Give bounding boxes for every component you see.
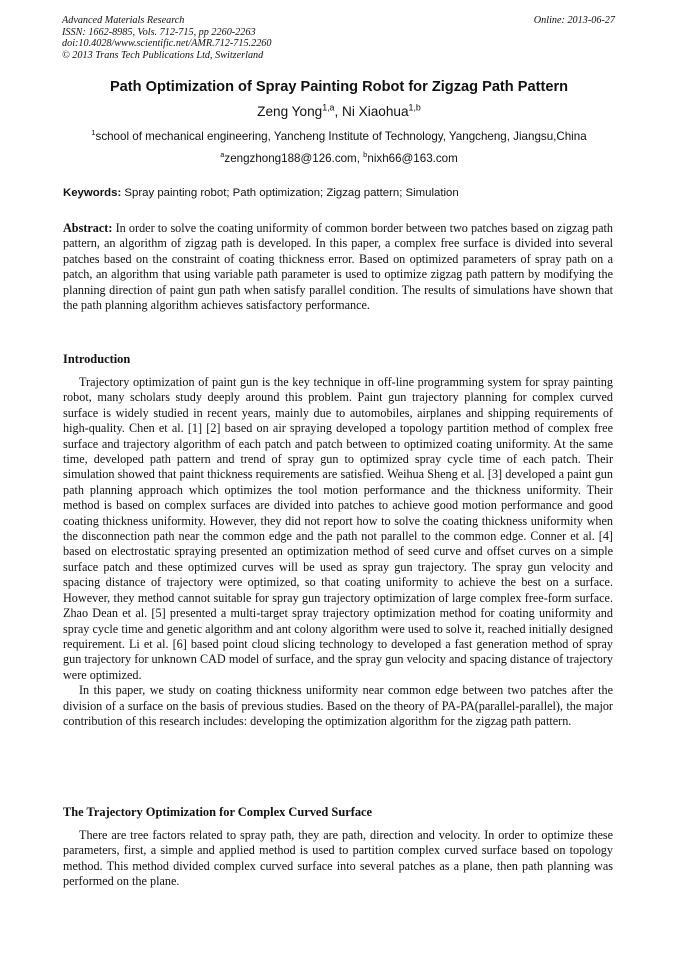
section-body-trajectory (63, 828, 613, 890)
keywords-text: Spray painting robot; Path optimization; Zigzag pattern; Simulation (124, 187, 459, 199)
introduction-paragraph-1: Trajectory optimization of paint gun is the key technique in off-line programming system for spray painting robot, many scholars study deeply around this problem. Paint gun trajectory planning for complex curved surface is widely studied in recent years, mainly due to automobiles, airplanes and shipping requirements of high-quality. Chen et al. [1] [2] based on air spraying developed a topology partition method of complex free surface and trajectory algorithm of each patch and patch between to optimized coating uniformity. At the same time, developed path pattern and trend of spray gun to optimized spray cycle time of each patch. Their simulation showed that paint thickness requirements are satisfied. Weihua Sheng et al. [3] developed a paint gun path planning approach which optimizes the tool motion performance and the thickness uniformity. Their method is based on complex surfaces are divided into patches to achieve good motion performance and good coating thickness uniformity. However, they did not report how to solve the coating thickness uniformity when the disconnection path near the common edge and the path not parallel to the common edge. Conner et al. [4] based on electrostatic spraying presented an optimization method of seed curve and offset curves on a simple surface patch and these optimized curves will be used as spray gun trajectory. The spray gun velocity and spacing distance of trajectory were optimized, so that coating uniformity to achieve the best on a surface. However, they method cannot suitable for spray gun trajectory optimization of large complex free-form surface. Zhao Dean et al. [5] presented a multi-target spray trajectory optimization method for coating uniformity and spray cycle time and genetic algorithm and ant colony algorithm were used to solve it, reached initially designed requirement. Li et al. [6] based point cloud slicing technology to developed a fast generation method of spray gun trajectory for unknown CAD model of surface, and the spray gun velocity and spacing distance of trajectory were optimized. (63, 375, 613, 682)
email-line (0, 152, 678, 165)
affiliation-sup: 1 (91, 128, 96, 138)
paper-title: Path Optimization of Spray Painting Robot for Zigzag Path Pattern (109, 79, 569, 95)
email-b-sup: b (363, 150, 368, 160)
doi-line: doi:10.4028/www.scientific.net/AMR.712-715.2260 (62, 38, 272, 50)
email-b[interactable]: nixh66@163.com (367, 152, 458, 165)
email-a-sup: a (220, 150, 225, 160)
copyright-line: © 2013 Trans Tech Publications Ltd, Switzerland (62, 49, 264, 61)
section-paragraph-1: There are tree factors related to spray path, they are path, direction and velocity. In order to optimize these parameters, first, a simple and applied method is used to partition complex curved surface based on topology method. This method divided complex curved surface into several patches as a plane, then path planning was performed on the plane. (63, 828, 613, 889)
issn-line: ISSN: 1662-8985, Vols. 712-715, pp 2260-2263 (62, 26, 256, 38)
section-heading-trajectory: The Trajectory Optimization for Complex Curved Surface (63, 805, 373, 819)
abstract-text: In order to solve the coating uniformity of common border between two patches based on zigzag path pattern, an algorithm of zigzag path is developed. In this paper, a complex free surface is divided into several patches based on the constraint of coating thickness error. Based on optimized parameters of spray path on a patch, an algorithm that using variable path parameter is used to optimize zigzag path pattern by modifying the planning direction of paint gun path when satisfy parallel condition. The results of simulations have shown that the path planning algorithm achieves satisfactory performance. (63, 221, 613, 313)
keywords-label: Keywords: (63, 187, 122, 199)
abstract-label: Abstract: (63, 221, 113, 235)
introduction-paragraph-2: In this paper, we study on coating thickness uniformity near common edge between two patches after the division of a surface on the basis of previous studies. Based on the theory of PA-PA(parallel-parallel), the major contribution of this research includes: developing the optimization algorithm for the zigzag path pattern. (63, 683, 613, 728)
affiliation-text: school of mechanical engineering, Yancheng Institute of Technology, Yangcheng, Jiangsu,China (95, 130, 587, 143)
online-date: Online: 2013-06-27 (533, 15, 615, 26)
author-2-name: Ni Xiaohua (342, 104, 409, 119)
introduction-body (63, 375, 613, 729)
keywords (63, 187, 459, 199)
introduction-heading: Introduction (63, 352, 131, 366)
affiliation (0, 130, 678, 143)
running-header (62, 15, 271, 61)
author-1-name: Zeng Yong (257, 104, 323, 119)
author-separator: , (334, 104, 343, 119)
abstract (63, 221, 613, 313)
email-a[interactable]: zengzhong188@126.com (224, 152, 357, 165)
author-2-sup: 1,b (408, 102, 421, 113)
email-separator: , (356, 152, 364, 165)
author-1-sup: 1,a (322, 102, 335, 113)
journal-name: Advanced Materials Research (62, 15, 185, 26)
author-line (0, 104, 678, 119)
